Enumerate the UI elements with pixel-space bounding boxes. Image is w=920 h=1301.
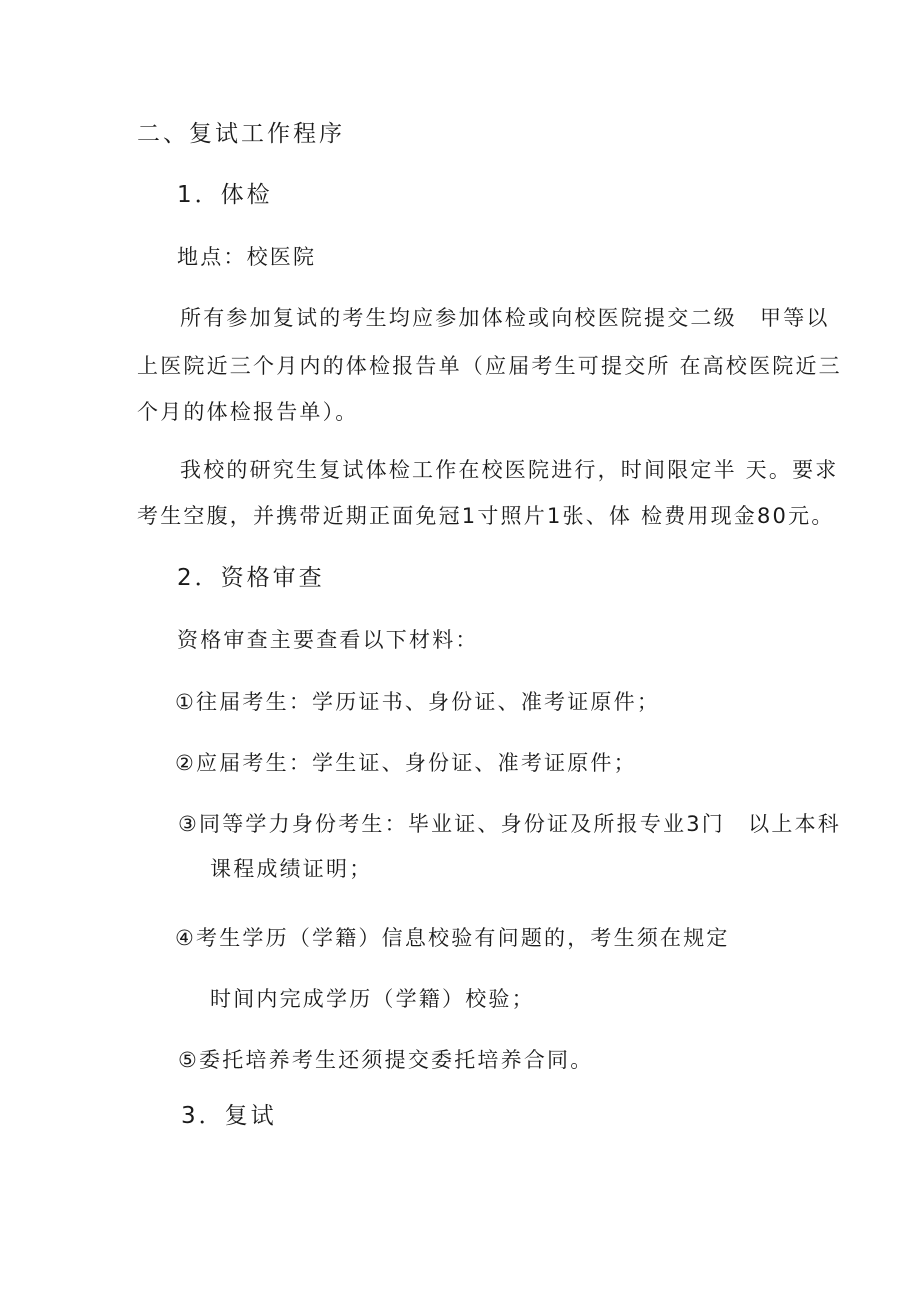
section-title: 二、复试工作程序: [137, 121, 345, 147]
physical-exam-heading: 1．体检: [177, 182, 273, 208]
qualification-item-1: ①往届考生：学历证书、身份证、准考证原件；: [175, 690, 661, 714]
qualification-heading: 2．资格审查: [177, 565, 325, 591]
physical-exam-para1-line1: 所有参加复试的考生均应参加体检或向校医院提交二级 甲等以: [180, 306, 830, 330]
qualification-item-4-line2: 时间内完成学历（学籍）校验；: [210, 987, 535, 1011]
qualification-item-3-line1: ③同等学力身份考生：毕业证、身份证及所报专业3门 以上本科: [178, 812, 841, 836]
physical-exam-para2-line2: 考生空腹，并携带近期正面免冠1寸照片1张、体 检费用现金80元。: [137, 504, 835, 528]
physical-exam-para1-line2: 上医院近三个月内的体检报告单（应届考生可提交所 在高校医院近三: [137, 354, 842, 378]
retest-heading: 3．复试: [181, 1103, 277, 1129]
qualification-item-3-line2: 课程成绩证明；: [210, 857, 373, 881]
qualification-intro: 资格审查主要查看以下材料：: [177, 628, 479, 652]
qualification-item-5: ⑤委托培养考生还须提交委托培养合同。: [178, 1048, 594, 1072]
physical-exam-para2-line1: 我校的研究生复试体检工作在校医院进行，时间限定半 天。要求: [180, 458, 839, 482]
qualification-item-4-line1: ④考生学历（学籍）信息校验有问题的，考生须在规定: [175, 926, 730, 950]
qualification-item-2: ②应届考生：学生证、身份证、准考证原件；: [175, 751, 637, 775]
physical-exam-location: 地点：校医院: [177, 245, 317, 269]
physical-exam-para1-line3: 个月的体检报告单）。: [137, 400, 359, 424]
